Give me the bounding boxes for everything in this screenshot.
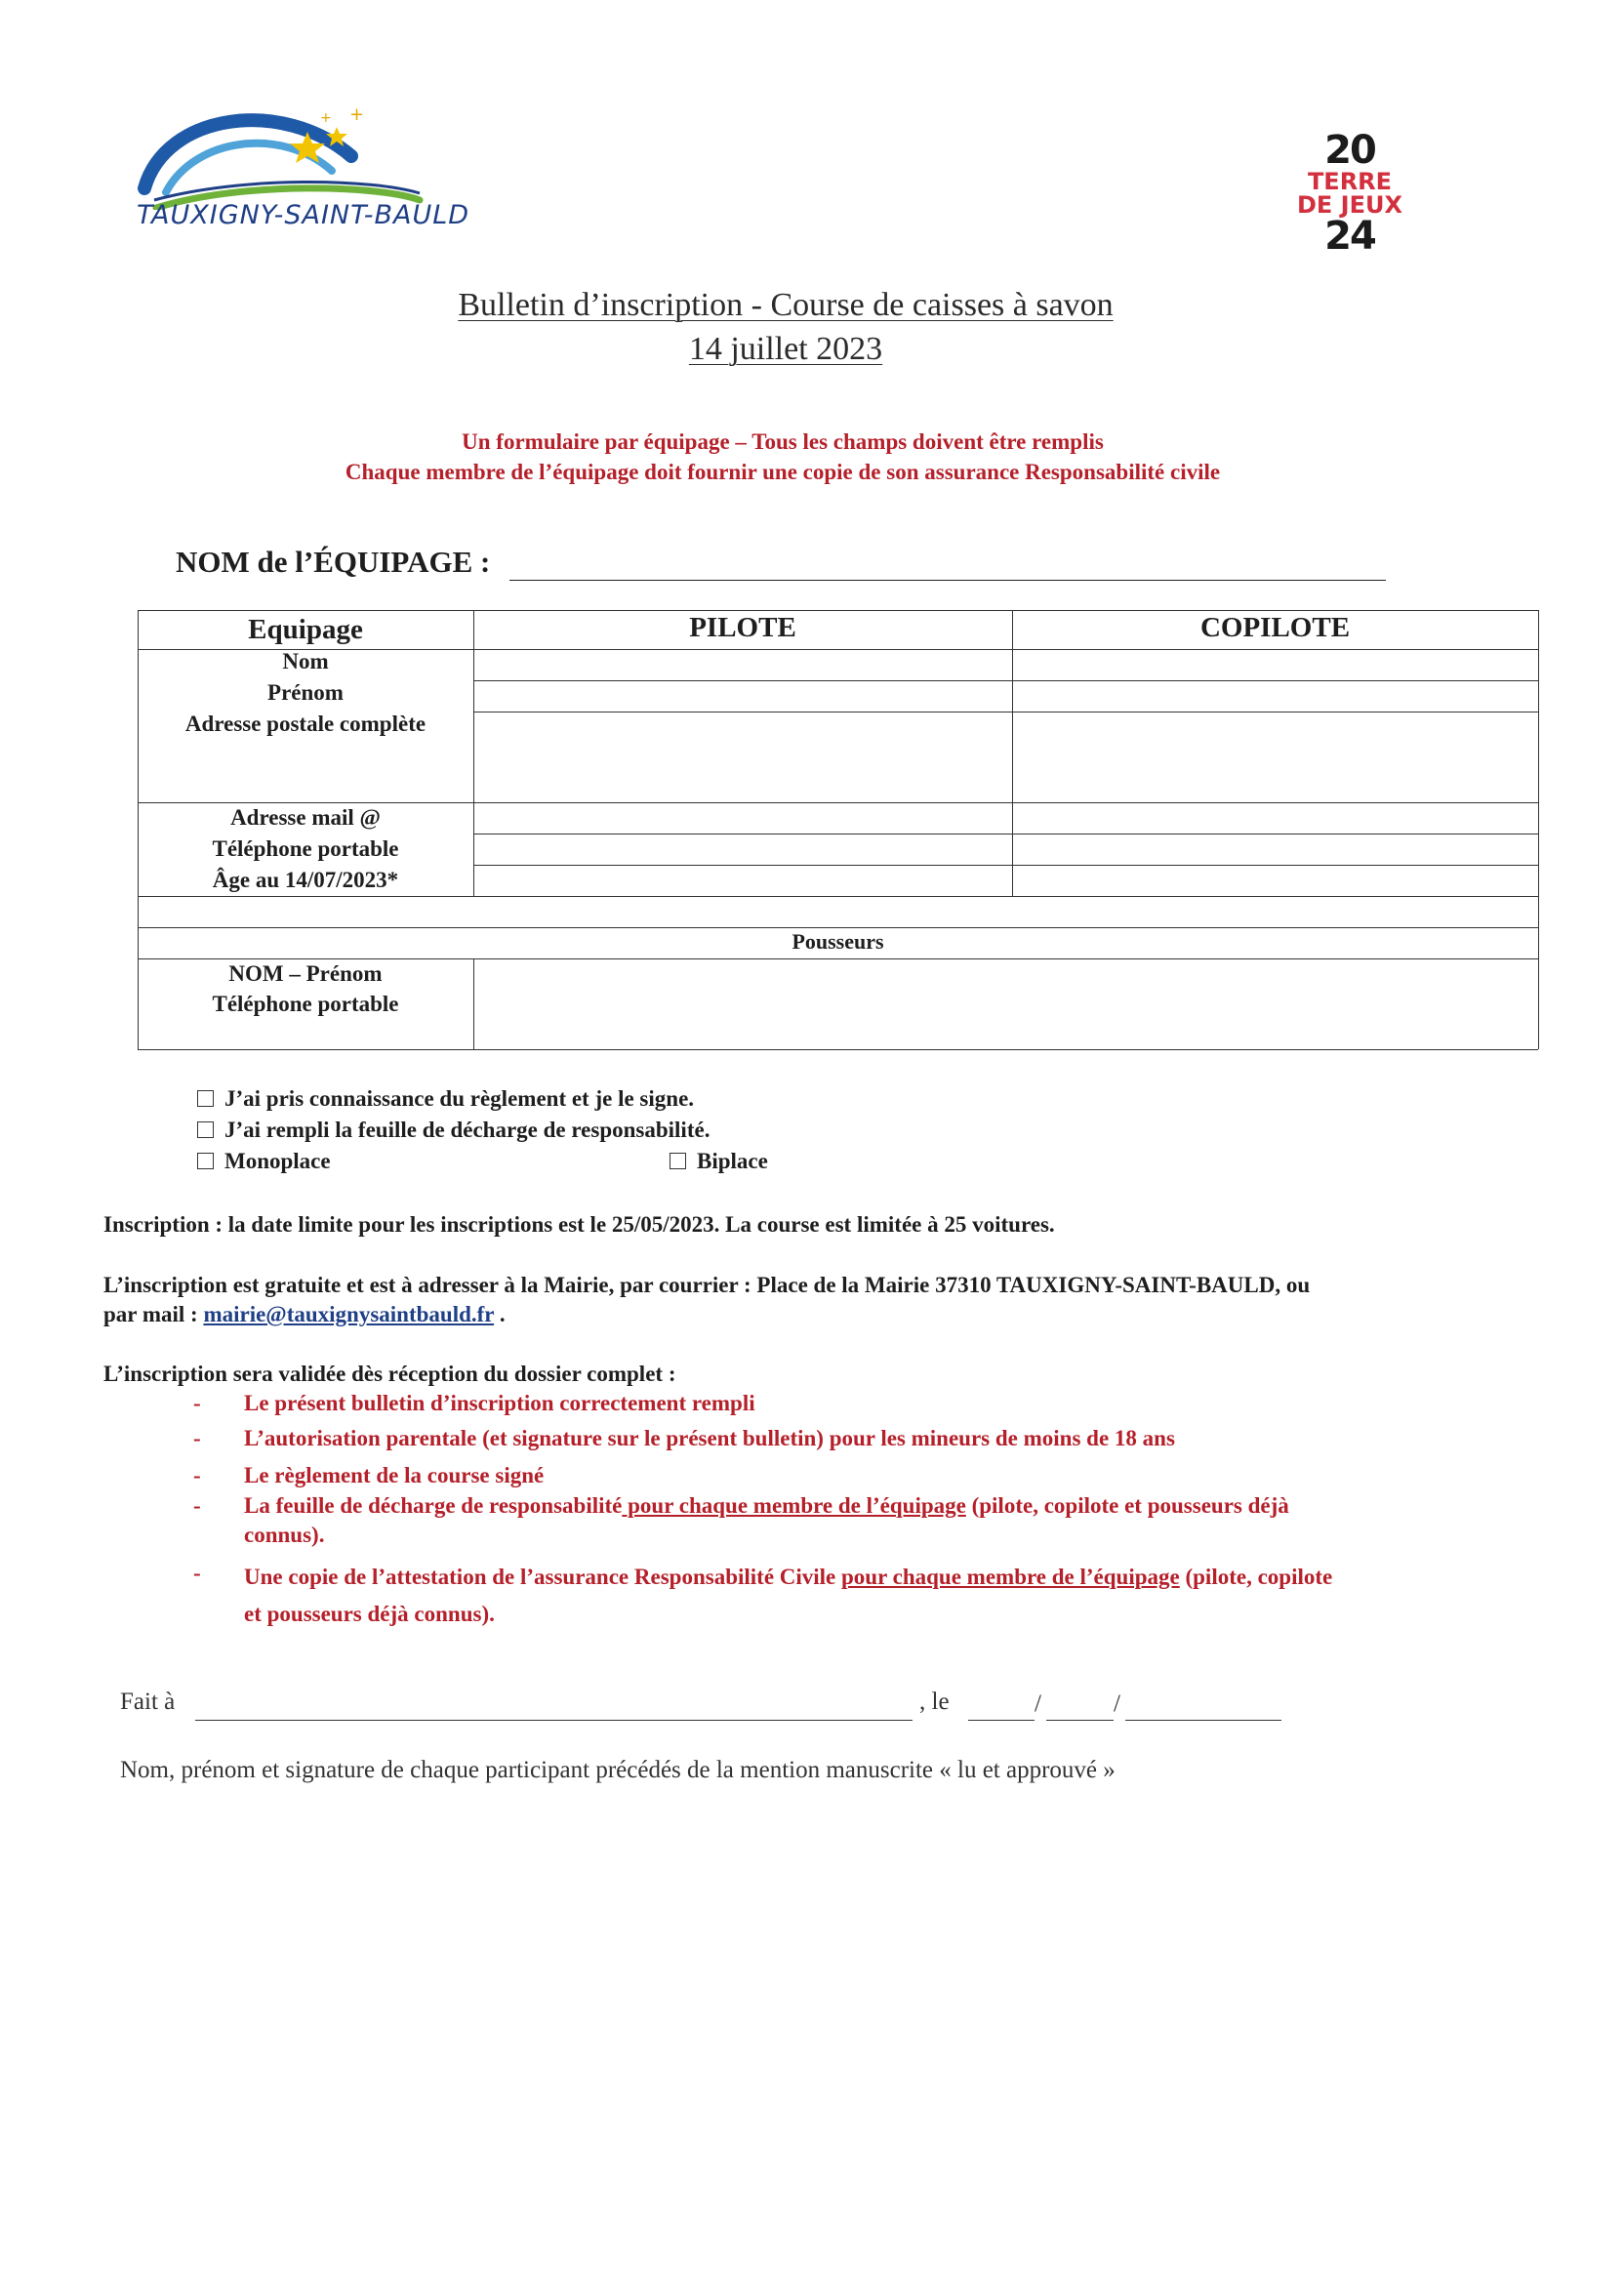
svg-text:+: + — [320, 110, 332, 126]
checkbox-reglement[interactable] — [197, 1090, 214, 1107]
bullet-4: - — [193, 1493, 201, 1518]
copilote-prenom-cell[interactable] — [1014, 682, 1536, 710]
checkbox-decharge-label: J’ai rempli la feuille de décharge de responsabilité. — [224, 1118, 710, 1142]
checkbox-decharge-row — [197, 1118, 710, 1143]
row-label-prenom: Prénom — [267, 680, 344, 705]
bullet-3: - — [193, 1463, 201, 1487]
checkbox-decharge[interactable] — [197, 1121, 214, 1138]
row-label-nom: Nom — [282, 649, 329, 673]
pilote-nom-cell[interactable] — [475, 651, 1010, 678]
requirement-4-c: (pilote, copilote et pousseurs déjà — [965, 1493, 1289, 1518]
requirement-5 — [244, 1559, 1542, 1633]
logo-line-de-jeux: DE JEUX — [1297, 191, 1402, 219]
copilote-telephone-cell[interactable] — [1014, 835, 1536, 863]
tauxigny-logo — [127, 102, 478, 249]
copilote-mail-cell[interactable] — [1014, 804, 1536, 832]
fait-a-field[interactable] — [195, 1720, 913, 1721]
terre-de-jeux-logo — [1286, 128, 1413, 259]
checkbox-reglement-label: J’ai pris connaissance du règlement et je le signe. — [224, 1086, 695, 1111]
instruction-line2: Chaque membre de l’équipage doit fournir une copie de son assurance Responsabilité civile — [345, 460, 1221, 484]
logo-line-terre: TERRE — [1307, 168, 1393, 195]
instructions — [0, 427, 1565, 487]
requirement-4 — [244, 1491, 1542, 1550]
fait-a-label: Fait à — [120, 1689, 176, 1715]
signature-note: Nom, prénom et signature de chaque participant précédés de la mention manuscrite « lu et approuvé » — [120, 1757, 1116, 1783]
bullet-2: - — [193, 1426, 201, 1450]
pilote-age-cell[interactable] — [475, 867, 1010, 894]
header-pilote: PILOTE — [689, 612, 796, 643]
title-line1: Bulletin d’inscription - Course de caisses à savon — [458, 287, 1114, 323]
header-equipage: Equipage — [248, 614, 363, 645]
address-line1: L’inscription est gratuite et est à adresser à la Mairie, par courrier : Place de la Mairie 37310 TAUXIGNY-SAINT-BAULD, ou — [103, 1273, 1311, 1297]
copilote-adresse-cell[interactable] — [1014, 713, 1536, 800]
deadline-text: Inscription : la date limite pour les inscriptions est le 25/05/2023. La course est limitée à 25 voitures. — [103, 1212, 1055, 1237]
row-label-age: Âge au 14/07/2023* — [212, 868, 399, 892]
date-slash-2: / — [1114, 1690, 1120, 1717]
logo-text: TAUXIGNY-SAINT-BAULD — [137, 200, 470, 230]
pousseurs-header: Pousseurs — [792, 929, 884, 954]
instruction-line1: Un formulaire par équipage – Tous les champs doivent être remplis — [462, 429, 1104, 454]
pilote-prenom-cell[interactable] — [475, 682, 1010, 710]
page-title — [0, 283, 1571, 371]
requirement-2: L’autorisation parentale (et signature sur le présent bulletin) pour les mineurs de moins de 18 ans — [244, 1426, 1175, 1450]
header-copilote: COPILOTE — [1199, 612, 1351, 643]
checkbox-monoplace[interactable] — [197, 1153, 214, 1169]
checkbox-biplace-label: Biplace — [697, 1149, 768, 1173]
date-year-field[interactable] — [1125, 1720, 1281, 1721]
date-label: , le — [919, 1689, 950, 1715]
date-month-field[interactable] — [1046, 1720, 1114, 1721]
copilote-nom-cell[interactable] — [1014, 651, 1536, 678]
requirement-1: Le présent bulletin d’inscription correctement rempli — [244, 1391, 755, 1415]
address-paragraph — [103, 1271, 1548, 1329]
validation-intro: L’inscription sera validée dès réception du dossier complet : — [103, 1362, 676, 1386]
checkbox-monoplace-row — [197, 1149, 331, 1174]
logo-number-top: 20 — [1324, 128, 1375, 173]
pousseurs-label-telephone: Téléphone portable — [212, 992, 399, 1016]
requirement-5-b: pour chaque membre de l’équipage — [841, 1565, 1180, 1589]
mairie-email-link[interactable]: mairie@tauxignysaintbauld.fr — [203, 1302, 495, 1326]
date-day-field[interactable] — [968, 1720, 1035, 1721]
address-line2-prefix: par mail : — [103, 1302, 204, 1326]
requirement-5-c: (pilote, copilote — [1179, 1565, 1333, 1589]
requirement-5-d: et pousseurs déjà connus). — [244, 1602, 495, 1626]
checkbox-monoplace-label: Monoplace — [224, 1149, 331, 1173]
address-line2-suffix: . — [494, 1302, 506, 1326]
copilote-age-cell[interactable] — [1014, 867, 1536, 894]
bullet-5: - — [193, 1561, 201, 1585]
team-name-field[interactable] — [509, 580, 1386, 581]
requirement-4-a: La feuille de décharge de responsabilité — [244, 1493, 623, 1518]
checkbox-biplace-row — [670, 1149, 768, 1174]
svg-text:+: + — [349, 104, 365, 125]
row-label-adresse: Adresse postale complète — [184, 712, 426, 736]
pousseurs-label-nom: NOM – Prénom — [228, 961, 383, 986]
checkbox-reglement-row — [197, 1086, 694, 1112]
rainbow-arch-icon — [127, 102, 478, 210]
date-slash-1: / — [1035, 1690, 1041, 1717]
row-label-telephone: Téléphone portable — [212, 836, 399, 861]
team-name-label: NOM de l’ÉQUIPAGE : — [176, 545, 491, 579]
checkbox-biplace[interactable] — [670, 1153, 686, 1169]
title-line2: 14 juillet 2023 — [688, 331, 883, 367]
requirement-3: Le règlement de la course signé — [244, 1463, 545, 1487]
requirement-4-d: connus). — [244, 1523, 325, 1547]
pilote-adresse-cell[interactable] — [475, 713, 1010, 800]
crew-table — [138, 610, 1538, 1049]
pousseurs-cell[interactable] — [475, 960, 1536, 1047]
bullet-1: - — [193, 1391, 201, 1415]
logo-number-bottom: 24 — [1324, 214, 1375, 259]
pilote-mail-cell[interactable] — [475, 804, 1010, 832]
pilote-telephone-cell[interactable] — [475, 835, 1010, 863]
requirement-4-b: pour chaque membre de l’équipage — [622, 1493, 966, 1518]
requirement-5-a: Une copie de l’attestation de l’assurance Responsabilité Civile — [244, 1565, 842, 1589]
row-label-mail: Adresse mail @ — [230, 805, 381, 830]
